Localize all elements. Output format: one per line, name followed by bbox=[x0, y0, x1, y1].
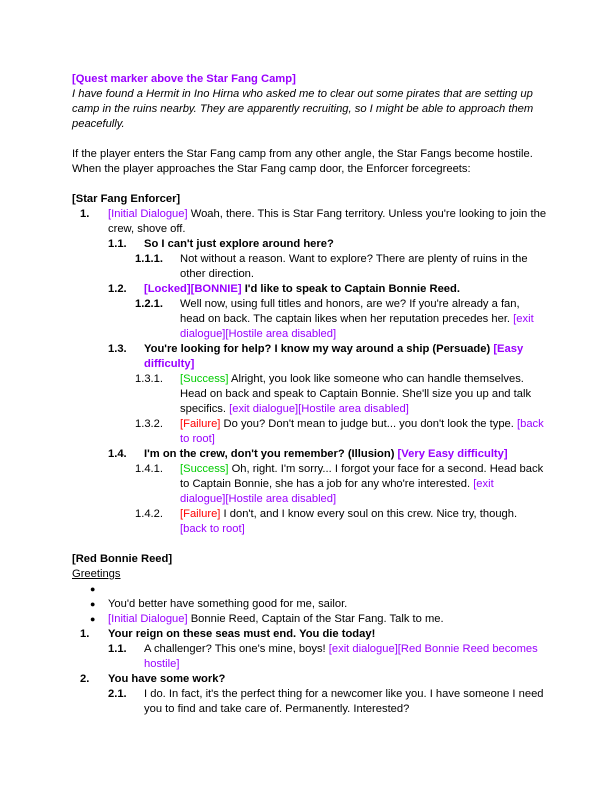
quest-text-line: I have found a Hermit in Ino Hirna who asked me to clear out some pirates that are setting up bbox=[72, 88, 533, 100]
list-number: 2.1. bbox=[108, 688, 127, 700]
list-number: 1. bbox=[80, 628, 90, 640]
dialogue-tag: [exit dialogue][Red Bonnie Reed becomes bbox=[328, 643, 538, 655]
dialogue-tag: [exit bbox=[513, 313, 534, 325]
list-number: 1.4.2. bbox=[135, 508, 163, 520]
failure-tag: [Failure] bbox=[180, 418, 221, 430]
dialogue-line: crew, shove off. bbox=[108, 223, 186, 235]
dialogue-tag: dialogue][Hostile area disabled] bbox=[180, 328, 337, 340]
greeting-line bbox=[108, 612, 444, 627]
player-option: You have some work? bbox=[108, 673, 226, 685]
dialogue-tag: [Easy bbox=[493, 343, 524, 355]
dialogue-line: Head on back and speak to Captain Bonnie. She'll size you up and talk bbox=[180, 388, 532, 400]
list-number: 1.1.1. bbox=[135, 253, 163, 265]
dialogue-text: Woah, there. This is Star Fang territory. Unless you're looking to join the bbox=[187, 208, 547, 220]
dialogue-tag: [exit dialogue][Hostile area disabled] bbox=[229, 403, 409, 415]
list-number: 1.3.1. bbox=[135, 373, 163, 385]
intro-line: If the player enters the Star Fang camp from any other angle, the Star Fangs become hostile. bbox=[72, 148, 533, 160]
player-option bbox=[144, 342, 523, 357]
dialogue-text: A challenger? This one's mine, boys! bbox=[144, 643, 329, 655]
list-number: 1.4. bbox=[108, 448, 127, 460]
dialogue-text: Do you? Don't mean to judge but... you don't look the type. bbox=[220, 418, 517, 430]
dialogue-line: Not without a reason. Want to explore? There are plenty of ruins in the bbox=[180, 253, 528, 265]
dialogue-line bbox=[180, 372, 524, 387]
dialogue-tag: to root] bbox=[180, 433, 215, 445]
list-number: 1. bbox=[80, 208, 90, 220]
dialogue-line: Well now, using full titles and honors, are we? If you're already a fan, bbox=[180, 298, 520, 310]
player-option bbox=[144, 447, 508, 462]
dialogue-text: specifics. bbox=[180, 403, 230, 415]
player-option: So I can't just explore around here? bbox=[144, 238, 334, 250]
list-number: 1.1. bbox=[108, 643, 127, 655]
player-option: Your reign on these seas must end. You die today! bbox=[108, 628, 376, 640]
dialogue-line bbox=[144, 642, 538, 657]
dialogue-line bbox=[180, 507, 517, 522]
list-number: 1.1. bbox=[108, 238, 127, 250]
quest-heading: [Quest marker above the Star Fang Camp] bbox=[72, 73, 296, 85]
dialogue-text: Bonnie Reed, Captain of the Star Fang. Talk to me. bbox=[187, 613, 444, 625]
list-number: 1.2. bbox=[108, 283, 127, 295]
dialogue-line: other direction. bbox=[180, 268, 255, 280]
list-number: 1.3. bbox=[108, 343, 127, 355]
dialogue-tag: [Locked][BONNIE] bbox=[144, 283, 242, 295]
dialogue-line: you to find and take care of. Permanently. Interested? bbox=[144, 703, 410, 715]
bullet-icon: ● bbox=[90, 599, 96, 609]
dialogue-text: to Captain Bonnie, she has a job for any who're interested. bbox=[180, 478, 474, 490]
dialogue-line bbox=[180, 477, 494, 492]
enforcer-heading: [Star Fang Enforcer] bbox=[72, 193, 181, 205]
list-number: 1.2.1. bbox=[135, 298, 163, 310]
dialogue-tag: [Initial Dialogue] bbox=[108, 208, 188, 220]
list-number: 2. bbox=[80, 673, 90, 685]
dialogue-tag: [back to root] bbox=[180, 523, 245, 535]
dialogue-line bbox=[180, 417, 544, 432]
bullet-icon: ● bbox=[90, 584, 96, 594]
list-number: 1.3.2. bbox=[135, 418, 163, 430]
failure-tag: [Failure] bbox=[180, 508, 221, 520]
dialogue-line: I do. In fact, it's the perfect thing for a newcomer like you. I have someone I need bbox=[144, 688, 544, 700]
dialogue-text: I'm on the crew, don't you remember? (Illusion) bbox=[144, 448, 398, 460]
success-tag: [Success] bbox=[180, 463, 229, 475]
dialogue-tag: difficulty] bbox=[144, 358, 195, 370]
dialogue-text: head on back. The captain likes when her reputation precedes her. bbox=[180, 313, 514, 325]
dialogue-tag: hostile] bbox=[144, 658, 180, 670]
player-option bbox=[144, 282, 460, 297]
dialogue-text: Alright, you look like someone who can handle themselves. bbox=[228, 373, 524, 385]
dialogue-tag: [exit bbox=[473, 478, 494, 490]
dialogue-line bbox=[180, 402, 409, 417]
greetings-label: Greetings bbox=[72, 568, 121, 580]
bullet-icon: ● bbox=[90, 614, 96, 624]
dialogue-line bbox=[108, 207, 546, 222]
dialogue-tag: [Initial Dialogue] bbox=[108, 613, 188, 625]
dialogue-tag: [back bbox=[517, 418, 544, 430]
dialogue-line bbox=[180, 312, 534, 327]
intro-line: When the player approaches the Star Fang camp door, the Enforcer forcegreets: bbox=[72, 163, 471, 175]
dialogue-text: You're looking for help? I know my way around a ship (Persuade) bbox=[144, 343, 494, 355]
quest-text-line: peacefully. bbox=[72, 118, 125, 130]
list-number: 1.4.1. bbox=[135, 463, 163, 475]
dialogue-text: I don't, and I know every soul on this crew. Nice try, though. bbox=[220, 508, 518, 520]
dialogue-line bbox=[180, 462, 543, 477]
dialogue-tag: [Very Easy difficulty] bbox=[397, 448, 508, 460]
greeting-line: You'd better have something good for me, sailor. bbox=[108, 598, 348, 610]
dialogue-text: Oh, right. I'm sorry... I forgot your face for a second. Head back bbox=[228, 463, 544, 475]
quest-text-line: camp in the ruins nearby. They are apparently recruiting, so I might be able to approach them bbox=[72, 103, 534, 115]
success-tag: [Success] bbox=[180, 373, 229, 385]
dialogue-tag: dialogue][Hostile area disabled] bbox=[180, 493, 337, 505]
bonnie-heading: [Red Bonnie Reed] bbox=[72, 553, 173, 565]
dialogue-text: I'd like to speak to Captain Bonnie Reed. bbox=[241, 283, 460, 295]
